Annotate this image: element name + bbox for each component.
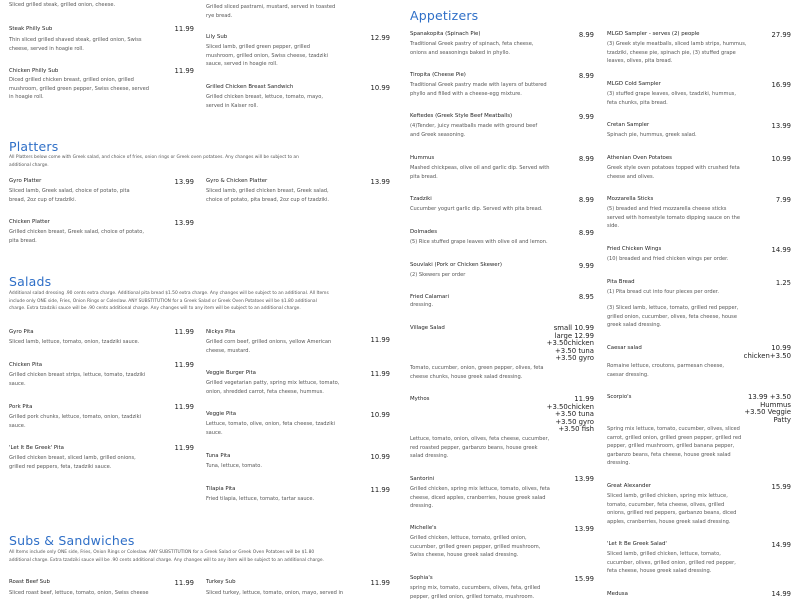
item-desc: (4)Tender, juicy meatballs made with ground beef and Greek seasoning. — [410, 123, 538, 138]
item-price: 13.99 +3.50 Hummus +3.50 Veggie Patty — [744, 393, 791, 424]
item-name: Hummus — [410, 155, 435, 161]
item-desc: (5) Rice stuffed grape leaves with olive oil and lemon. — [410, 239, 548, 245]
item-price: 9.99 — [578, 113, 594, 121]
item-price: 11.99 +3.50chicken +3.50 tuna +3.50 gyro +3.50 fish — [546, 395, 594, 434]
item-desc: Sliced lamb, lettuce, tomato, onion, tzadziki sauce. — [9, 339, 140, 345]
item-price: 13.99 — [370, 178, 390, 186]
item-desc: Sliced turkey, lettuce, tomato, onion, mayo, served in — [206, 590, 344, 596]
item-name: Chicken Philly Sub — [9, 68, 59, 74]
item-name: Great Alexander — [607, 483, 651, 489]
item-name: Sophia's — [410, 575, 433, 581]
item-name: Michelle's — [410, 525, 437, 531]
item-price: 9.99 — [578, 262, 594, 270]
item-price: 11.99 — [370, 579, 390, 587]
section-title: Platters — [9, 139, 59, 154]
item-price: 13.99 — [574, 525, 594, 533]
item-price: 11.99 — [174, 361, 194, 369]
item-price: 10.99 — [370, 453, 390, 461]
item-name: Pita Bread — [607, 279, 635, 285]
item-name: Cretan Sampler — [607, 122, 650, 128]
item-price: 15.99 — [574, 575, 594, 583]
item-name: Nickys Pita — [206, 329, 236, 335]
item-price: 11.99 — [174, 67, 194, 75]
item-desc: (3) Sliced lamb, lettuce, tomato, grilled red pepper, grilled onion, cucumber, olives, feta cheese, house greek salad dressing. — [607, 305, 739, 329]
item-price: 11.99 — [174, 25, 194, 33]
item-desc: Sliced lamb, grilled green pepper, grilled mushroom, grilled onion, Swiss cheese, tzadziki sauce, served in hoagie roll. — [206, 44, 328, 68]
item-desc: Fried tilapia, lettuce, tomato, tartar sauce. — [206, 496, 315, 502]
item-price: 13.99 — [771, 122, 791, 130]
item-desc: Spinach pie, hummus, greek salad. — [607, 132, 697, 138]
item-desc: Grilled corn beef, grilled onions, yellow American cheese, mustard. — [206, 339, 332, 354]
item-price: 10.99 — [370, 411, 390, 419]
item-desc: (5) breaded and fried mozzarella cheese sticks served with homestyle tomato dipping sauce on the side. — [607, 206, 741, 230]
item-price: 12.99 — [370, 34, 390, 42]
item-price: 8.99 — [578, 229, 594, 237]
item-desc: Grilled chicken breast, Greek salad, choice of potato, pita bread. — [9, 229, 145, 244]
item-desc: Sliced roast beef, lettuce, tomato, onion, Swiss cheese — [9, 590, 149, 596]
item-price: 11.99 — [174, 444, 194, 452]
item-price: 8.99 — [578, 196, 594, 204]
item-price: 8.99 — [578, 31, 594, 39]
item-price: 10.99 chicken+3.50 — [743, 344, 791, 360]
item-desc: Traditional Greek pastry made with layers of buttered phyllo and filled with a cheese-egg mixture. — [410, 82, 547, 97]
item-name: Mozzarella Sticks — [607, 196, 654, 202]
item-name: Pork Pita — [9, 404, 33, 410]
item-price: 15.99 — [771, 483, 791, 491]
item-name: MLGD Cold Sampler — [607, 81, 661, 87]
item-name: Grilled Chicken Breast Sandwich — [206, 84, 294, 90]
item-price: 27.99 — [771, 31, 791, 39]
item-name: Roast Beef Sub — [9, 579, 50, 585]
item-name: Medusa — [607, 591, 628, 597]
item-name: Tuna Pita — [206, 453, 231, 459]
item-desc: Romaine lettuce, croutons, parmesan cheese, caesar dressing. — [607, 363, 724, 378]
section-note: All Items include only ONE side, Fries, Onion Rings or Coleslaw. ANY SUBSTITUTION for a Greek Salad or Greek Oven Potatoes will be $1.80 additional charge. Extra tzadziki sauce will be .90 cents additional charge. Any changes will to any item will be subject to an additional charge. — [9, 550, 324, 563]
item-name: Chicken Platter — [9, 219, 50, 225]
item-name: 'Let It Be Greek' Pita — [9, 445, 64, 451]
item-desc: Sliced lamb, grilled chicken, lettuce, tomato, cucumber, olives, grilled onion, grilled red pepper, feta cheese, house greek salad dressing. — [607, 551, 736, 575]
item-price: 13.99 — [574, 475, 594, 483]
item-desc: (3) Greek style meatballs, sliced lamb strips, hummus, tzadziki, cheese pie, spinach pie, (3) stuffed grape leaves, olives, pita bread. — [607, 41, 747, 65]
item-name: Lily Sub — [206, 34, 228, 40]
item-desc: Mashed chickpeas, olive oil and garlic dip. Served with pita bread. — [410, 165, 550, 180]
item-desc: Lettuce, tomato, olive, onion, feta cheese, tzadziki sauce. — [206, 421, 335, 436]
item-desc: Grilled pork chunks, lettuce, tomato, onion, tzadziki sauce. — [9, 414, 141, 429]
item-price: 11.99 — [370, 486, 390, 494]
item-name: Tilapia Pita — [206, 486, 236, 492]
item-desc: Grilled chicken, spring mix lettuce, tomato, olives, feta cheese, diced apples, cranberries, house greek salad dressing. — [410, 486, 550, 510]
item-name: Turkey Sub — [206, 579, 236, 585]
item-name: Fried Chicken Wings — [607, 246, 662, 252]
item-name: Village Salad — [410, 325, 445, 331]
item-desc: Diced grilled chicken breast, grilled onion, grilled mushroom, grilled green pepper, Swiss cheese, served in hoagie roll. — [9, 77, 150, 101]
item-name: Tzadziki — [410, 196, 432, 202]
item-desc: Sliced lamb, grilled chicken breast, Greek salad, choice of potato, pita bread, 2oz cup of tzadziki. — [206, 188, 329, 203]
item-price: 10.99 — [370, 84, 390, 92]
item-price: 8.95 — [578, 293, 594, 301]
item-price: 8.99 — [578, 72, 594, 80]
item-desc: dressing. — [410, 302, 434, 308]
section-title: Appetizers — [410, 8, 479, 23]
item-name: Souvlaki (Pork or Chicken Skewer) — [410, 262, 502, 268]
section-note: Additional salad dressing .90 cents extra charge. Additional pita bread $1.50 extra charge. Any changes will be subject to an additional. All Items include only ONE side, Fries, Onion Rings or Coleslaw. ANY SUBSTITUTION for a Greek Salad or Greek Oven Potatoes will be $1.80 additional charge. Extra tzadziki sauce will be .90 cents additional charge. Any changes will to any item will be subject to an additional charge. — [9, 291, 329, 312]
item-price: 11.99 — [174, 328, 194, 336]
item-desc: (10) breaded and fried chicken wings per order. — [607, 256, 729, 262]
item-name: Mythos — [410, 396, 430, 402]
item-desc: (3) stuffed grape leaves, olives, tzadziki, hummus, feta chunks, pita bread. — [607, 91, 736, 106]
item-desc: Tuna, lettuce, tomato. — [206, 463, 262, 469]
item-desc: spring mix, tomato, cucumbers, olives, feta, grilled pepper, grilled onion, grilled tomato, mushroom. — [410, 585, 541, 600]
item-desc: Tomato, cucumber, onion, green pepper, olives, feta cheese chunks, house greek salad dressing. — [410, 365, 544, 380]
item-desc: Greek style oven potatoes topped with crushed feta cheese and olives. — [607, 165, 740, 180]
item-desc: Sliced grilled steak, grilled onion, cheese. — [9, 2, 116, 8]
item-name: Caesar salad — [607, 345, 642, 351]
section-title: Subs & Sandwiches — [9, 533, 135, 548]
item-desc: Spring mix lettuce, tomato, cucumber, olives, sliced carrot, grilled onion, grilled green pepper, grilled red pepper, grilled mushroom, grilled banana pepper, garbanzo beans, feta cheese, house greek salad dressing. — [607, 426, 742, 467]
item-name: 'Let It Be Greek Salad' — [607, 541, 667, 547]
item-price: 16.99 — [771, 81, 791, 89]
item-price: 11.99 — [174, 403, 194, 411]
item-desc: Grilled sliced pastrami, mustard, served in toasted rye bread. — [206, 4, 336, 19]
item-price: 1.25 — [775, 279, 791, 287]
item-price: 14.99 — [771, 590, 791, 598]
item-price: 8.99 — [578, 155, 594, 163]
item-name: Athenian Oven Potatoes — [607, 155, 672, 161]
item-name: MLGD Sampler - serves (2) people — [607, 31, 700, 37]
item-desc: Grilled chicken breast strips, lettuce, tomato, tzadziki sauce. — [9, 372, 146, 387]
item-desc: Grilled chicken, lettuce, tomato, grilled onion, cucumber, grilled green pepper, grilled mushroom, Swiss cheese, house greek salad dressing. — [410, 535, 541, 559]
item-desc: Cucumber yogurt garlic dip. Served with pita bread. — [410, 206, 543, 212]
item-desc: Grilled chicken breast, sliced lamb, grilled onions, grilled red peppers, feta, tzadziki sauce. — [9, 455, 136, 470]
item-name: Tiropita (Cheese Pie) — [410, 72, 466, 78]
item-desc: Traditional Greek pastry of spinach, feta cheese, onions and seasonings baked in phyllo. — [410, 41, 534, 56]
item-name: Keftedes (Greek Style Beef Meatballs) — [410, 113, 513, 119]
item-name: Santorini — [410, 476, 435, 482]
item-name: Steak Philly Sub — [9, 26, 53, 32]
item-price: 11.99 — [174, 579, 194, 587]
item-name: Veggie Burger Pita — [206, 370, 256, 376]
item-price: 14.99 — [771, 246, 791, 254]
item-desc: Thin sliced grilled shaved steak, grilled onion, Swiss cheese, served in hoagie roll. — [9, 37, 142, 52]
item-price: 14.99 — [771, 541, 791, 549]
item-price: 7.99 — [775, 196, 791, 204]
item-price: small 10.99 large 12.99 +3.50chicken +3.50 tuna +3.50 gyro — [546, 324, 594, 363]
item-name: Scorpio's — [607, 394, 632, 400]
item-desc: Grilled vegetarian patty, spring mix lettuce, tomato, onion, shredded carrot, feta cheese, hummus. — [206, 380, 340, 395]
item-desc: Sliced lamb, Greek salad, choice of potato, pita bread, 2oz cup of tzadziki. — [9, 188, 130, 203]
item-name: Gyro Pita — [9, 329, 34, 335]
item-name: Gyro & Chicken Platter — [206, 178, 268, 184]
item-price: 11.99 — [370, 336, 390, 344]
item-desc: (2) Skewers per order — [410, 272, 466, 278]
item-desc: Grilled chicken breast, lettuce, tomato, mayo, served in Kaiser roll. — [206, 94, 323, 109]
item-name: Veggie Pita — [206, 411, 237, 417]
item-name: Dolmades — [410, 229, 438, 235]
section-title: Salads — [9, 274, 52, 289]
item-desc: Lettuce, tomato, onion, olives, feta cheese, cucumber, red roasted pepper, garbanzo beans, house greek salad dressing. — [410, 436, 550, 460]
item-name: Chicken Pita — [9, 362, 43, 368]
item-desc: (1) Pita bread cut into four pieces per order. — [607, 289, 719, 295]
item-name: Gyro Platter — [9, 178, 42, 184]
item-price: 11.99 — [370, 370, 390, 378]
item-name: Fried Calamari — [410, 294, 450, 300]
item-price: 13.99 — [174, 178, 194, 186]
section-note: All Platters below come with Greek salad, and choice of fries, onion rings or Greek oven potatoes. Any changes will be subject to an additional charge. — [9, 155, 299, 168]
item-name: Spanakopita (Spinach Pie) — [410, 31, 481, 37]
item-price: 10.99 — [771, 155, 791, 163]
item-desc: Sliced lamb, grilled chicken, spring mix lettuce, tomato, cucumber, feta cheese, olives, grilled onions, grilled red peppers, garbanzo beans, diced apples, cranberries, house greek salad dressing. — [607, 493, 737, 525]
item-price: 13.99 — [174, 219, 194, 227]
